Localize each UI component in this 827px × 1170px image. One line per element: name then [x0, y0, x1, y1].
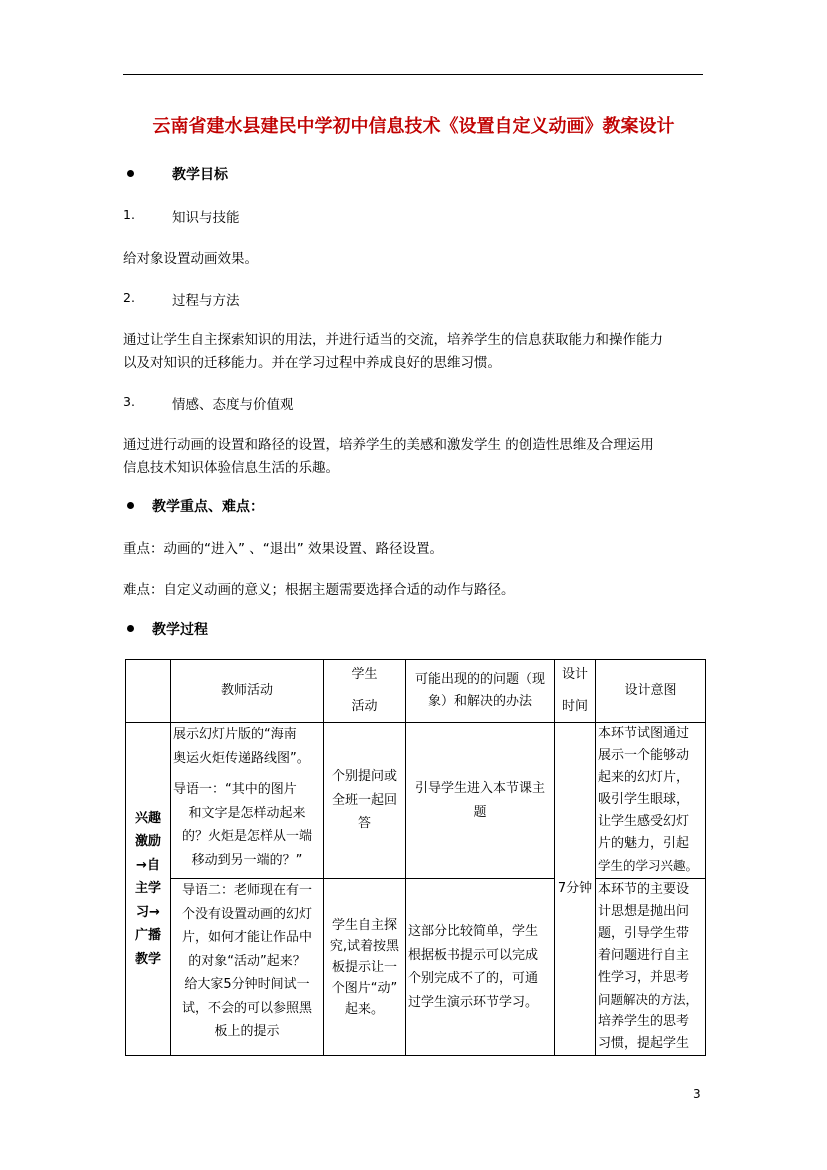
item-text: 给对象设置动画效果。: [123, 251, 258, 267]
header-problems: 可能出现的的问题（现象）和解决的办法: [406, 660, 555, 723]
table-row: [126, 723, 706, 879]
header-cell-empty: [126, 660, 171, 723]
item-label: 情感、态度与价值观: [172, 397, 294, 413]
bullet-icon: [127, 502, 134, 509]
page-number: 3: [693, 1087, 701, 1101]
header-teacher-activity: 教师活动: [171, 660, 324, 723]
problems-cell: 引导学生进入本节课主 题: [406, 723, 555, 879]
item-label: 过程与方法: [172, 293, 240, 309]
design-intent-cell: 本环节的主要设 计思想是抛出问 题，引导学生带 着问题进行自主 性学习，并思考 问题解决的方法， 培养学生的思考 习惯，提起学生: [596, 879, 706, 1056]
bullet-icon: [127, 625, 134, 632]
section-heading-objectives: 教学目标: [172, 167, 228, 183]
problems-cell: 这部分比较简单，学生 根据板书提示可以完成 个别完成不了的，可通 过学生演示环节学习。: [406, 879, 555, 1056]
student-activity-cell: 个别提问或 全班一起回 答: [324, 723, 406, 879]
item-text-line: 信息技术知识体验信息生活的乐趣。: [123, 460, 339, 476]
header-design-intent: 设计意图: [596, 660, 706, 723]
section-heading-process: 教学过程: [152, 622, 208, 638]
header-rule: [123, 74, 703, 75]
section-heading-keypoints: 教学重点、难点：: [152, 499, 264, 515]
item-number: 2.: [123, 290, 135, 305]
item-text-line: 通过让学生自主探索知识的用法，并进行适当的交流，培养学生的信息获取能力和操作能力: [123, 332, 663, 348]
table-header-row: [126, 660, 706, 723]
item-number: 3.: [123, 394, 135, 409]
teacher-activity-cell: 展示幻灯片版的“海南 奥运火炬传递路线图”。 导语一：“其中的图片 和文字是怎样动起来 的？火炬是怎样从一端 移动到另一端的？”: [171, 723, 324, 879]
table-row: [126, 879, 706, 1056]
student-activity-cell: 学生自主探 究,试着按黑 板提示让一 个图片“动” 起来。: [324, 879, 406, 1056]
item-label: 知识与技能: [172, 210, 240, 226]
item-number: 1.: [123, 207, 135, 222]
stage-label: 兴趣 激励 →自 主学 习→ 广播 教学: [126, 723, 171, 1056]
header-student-activity: 学生 活动: [324, 660, 406, 723]
teacher-activity-cell: 导语二：老师现在有一 个没有设置动画的幻灯 片，如何才能让作品中 的对象“活动”起来？ 给大家5分钟时间试一 试，不会的可以参照黑 板上的提示: [171, 879, 324, 1056]
document-title: 云南省建水县建民中学初中信息技术《设置自定义动画》教案设计: [152, 116, 675, 137]
item-text-line: 通过进行动画的设置和路径的设置，培养学生的美感和激发学生 的创造性思维及合理运用: [123, 437, 654, 453]
difficulty-text: 难点：自定义动画的意义；根据主题需要选择合适的动作与路径。: [123, 582, 515, 598]
design-time-cell: 7分钟: [555, 723, 596, 1056]
design-intent-cell: 本环节试图通过 展示一个能够动 起来的幻灯片， 吸引学生眼球， 让学生感受幻灯 片的魅力，引起 学生的学习兴趣。: [596, 723, 706, 879]
key-point-text: 重点：动画的“进入” 、“退出” 效果设置、路径设置。: [123, 541, 444, 557]
teaching-process-table: [125, 659, 706, 1056]
item-text-line: 以及对知识的迁移能力。并在学习过程中养成良好的思维习惯。: [123, 355, 501, 371]
header-design-time: 设计 时间: [555, 660, 596, 723]
bullet-icon: [127, 170, 134, 177]
